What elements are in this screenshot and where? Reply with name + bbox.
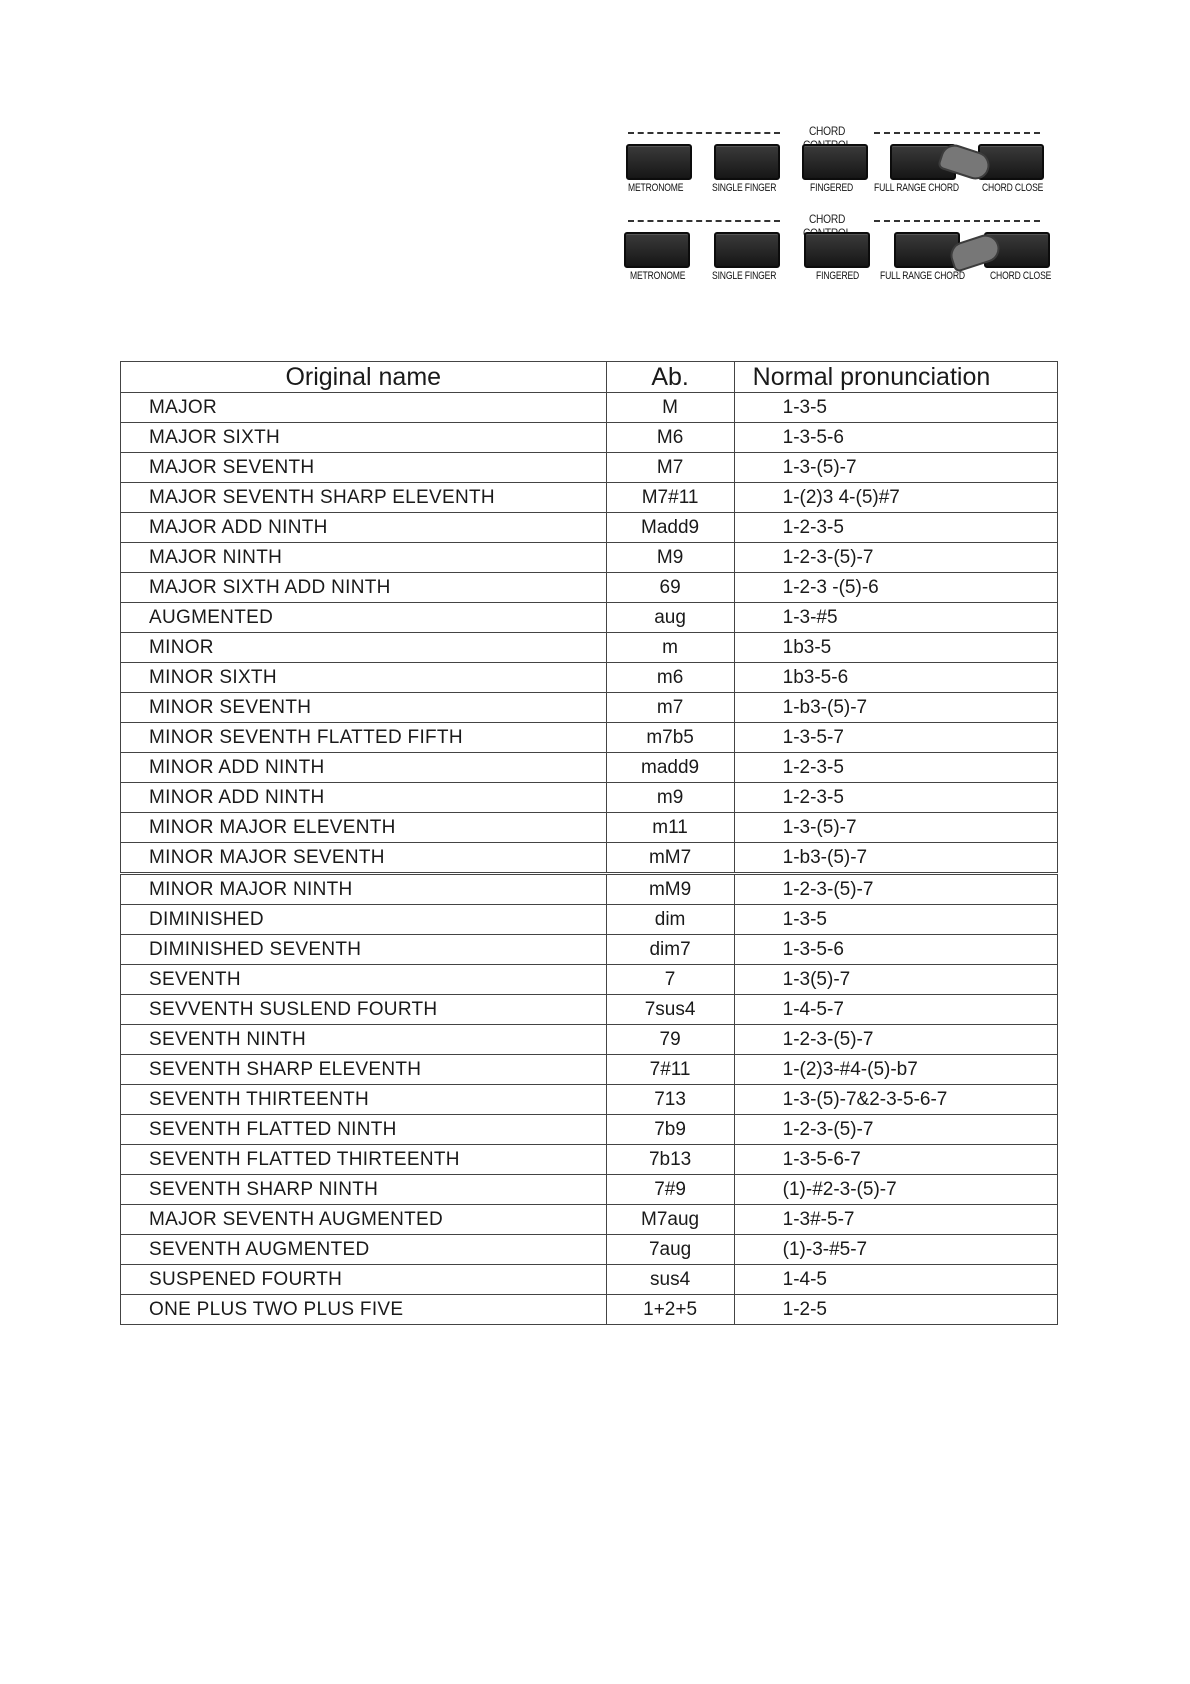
chord-abbr: m9 (606, 783, 734, 813)
chord-abbr: M9 (606, 543, 734, 573)
chord-pronunciation: 1-3-5-7 (734, 723, 1057, 753)
table-row (121, 783, 1058, 813)
table-row (121, 543, 1058, 573)
chord-name: MINOR MAJOR NINTH (121, 875, 607, 905)
chord-name: AUGMENTED (121, 603, 607, 633)
fingered-label: FINGERED (810, 182, 854, 194)
table-row (121, 1175, 1058, 1205)
chord-control-panel-2 (620, 208, 1050, 288)
table-row (121, 453, 1058, 483)
chord-pronunciation: 1-3-5 (734, 905, 1057, 935)
chord-pronunciation: 1b3-5-6 (734, 663, 1057, 693)
chord-name: MAJOR SEVENTH (121, 453, 607, 483)
chord-name: MINOR SIXTH (121, 663, 607, 693)
chord-name: SEVENTH SHARP NINTH (121, 1175, 607, 1205)
chord-pronunciation: 1-2-3 -(5)-6 (734, 573, 1057, 603)
chord-pronunciation: 1-4-5 (734, 1265, 1057, 1295)
chord-abbr: 79 (606, 1025, 734, 1055)
chord-name: MINOR SEVENTH FLATTED FIFTH (121, 723, 607, 753)
metronome-label: METRONOME (630, 270, 686, 282)
chord-abbr: madd9 (606, 753, 734, 783)
table-row (121, 633, 1058, 663)
chord-pronunciation: 1-3-5-6-7 (734, 1145, 1057, 1175)
chord-name: MAJOR SIXTH (121, 423, 607, 453)
table-row (121, 813, 1058, 843)
metronome-button[interactable] (626, 144, 692, 180)
chord-pronunciation: 1-2-3-5 (734, 753, 1057, 783)
chord-pronunciation: 1-3-(5)-7 (734, 453, 1057, 483)
metronome-label: METRONOME (628, 182, 684, 194)
table-row (121, 1265, 1058, 1295)
table-row (121, 1025, 1058, 1055)
table-row (121, 483, 1058, 513)
chord-pronunciation: 1-(2)3-#4-(5)-b7 (734, 1055, 1057, 1085)
chord-pronunciation: 1-4-5-7 (734, 995, 1057, 1025)
chord-name: MAJOR SEVENTH SHARP ELEVENTH (121, 483, 607, 513)
full-range-chord-label: FULL RANGE CHORD (874, 182, 959, 194)
chord-abbr: M (606, 393, 734, 423)
chord-abbr: M6 (606, 423, 734, 453)
chord-abbr: aug (606, 603, 734, 633)
chord-name: DIMINISHED SEVENTH (121, 935, 607, 965)
chord-name: SEVENTH NINTH (121, 1025, 607, 1055)
panel-title: CHORD (808, 212, 846, 226)
chord-pronunciation: 1-b3-(5)-7 (734, 843, 1057, 873)
chord-pronunciation: 1-2-3-(5)-7 (734, 1025, 1057, 1055)
chord-pronunciation: (1)-3-#5-7 (734, 1235, 1057, 1265)
chord-pronunciation: 1-2-3-(5)-7 (734, 543, 1057, 573)
table-row (121, 513, 1058, 543)
chord-abbr: Madd9 (606, 513, 734, 543)
chord-control-panel-1 (620, 120, 1050, 200)
metronome-button[interactable] (624, 232, 690, 268)
table-row (121, 935, 1058, 965)
fingered-button[interactable] (802, 144, 868, 180)
chord-pronunciation: 1-2-3-(5)-7 (734, 1115, 1057, 1145)
chord-pronunciation: 1-3-5 (734, 393, 1057, 423)
fingered-label: FINGERED (816, 270, 860, 282)
chord-abbr: mM7 (606, 843, 734, 873)
chord-name: MAJOR NINTH (121, 543, 607, 573)
chord-abbr: M7 (606, 453, 734, 483)
panel-divider (874, 132, 1040, 134)
chord-name: SEVENTH AUGMENTED (121, 1235, 607, 1265)
chord-abbr: 7b9 (606, 1115, 734, 1145)
chord-table-continued (120, 874, 1058, 1325)
chord-pronunciation: 1-2-3-5 (734, 783, 1057, 813)
chord-name: SEVENTH SHARP ELEVENTH (121, 1055, 607, 1085)
single-finger-button[interactable] (714, 144, 780, 180)
table-row (121, 753, 1058, 783)
chord-name: MINOR MAJOR ELEVENTH (121, 813, 607, 843)
chord-name: MAJOR SIXTH ADD NINTH (121, 573, 607, 603)
table-row (121, 1085, 1058, 1115)
chord-pronunciation: 1-3-5-6 (734, 935, 1057, 965)
chord-pronunciation: 1-3-(5)-7&2-3-5-6-7 (734, 1085, 1057, 1115)
chord-abbr: mM9 (606, 875, 734, 905)
header-pronunciation: Normal pronunciation (734, 362, 1057, 393)
chord-abbr: 7b13 (606, 1145, 734, 1175)
chord-name: MINOR ADD NINTH (121, 753, 607, 783)
table-row (121, 843, 1058, 873)
table-row (121, 1055, 1058, 1085)
header-original-name: Original name (121, 362, 607, 393)
table-row (121, 423, 1058, 453)
table-row (121, 905, 1058, 935)
chord-pronunciation: 1-2-3-5 (734, 513, 1057, 543)
chord-close-label: CHORD CLOSE (982, 182, 1044, 194)
chord-abbr: 1+2+5 (606, 1295, 734, 1325)
chord-abbr: 7aug (606, 1235, 734, 1265)
table-row (121, 1295, 1058, 1325)
chord-abbr: 713 (606, 1085, 734, 1115)
chord-abbr: M7#11 (606, 483, 734, 513)
table-row (121, 663, 1058, 693)
chord-name: SUSPENED FOURTH (121, 1265, 607, 1295)
chord-name: MAJOR (121, 393, 607, 423)
table-row (121, 965, 1058, 995)
chord-name: SEVENTH FLATTED NINTH (121, 1115, 607, 1145)
table-row (121, 1235, 1058, 1265)
chord-abbr: m7 (606, 693, 734, 723)
chord-abbr: dim7 (606, 935, 734, 965)
chord-abbr: m6 (606, 663, 734, 693)
chord-abbr: m11 (606, 813, 734, 843)
chord-pronunciation: 1-2-3-(5)-7 (734, 875, 1057, 905)
chord-abbr: 7#11 (606, 1055, 734, 1085)
chord-name: MAJOR SEVENTH AUGMENTED (121, 1205, 607, 1235)
table-row (121, 995, 1058, 1025)
table-row (121, 603, 1058, 633)
chord-name: SEVENTH FLATTED THIRTEENTH (121, 1145, 607, 1175)
table-row (121, 693, 1058, 723)
chord-pronunciation: 1-(2)3 4-(5)#7 (734, 483, 1057, 513)
single-finger-button[interactable] (714, 232, 780, 268)
chord-abbr: 7 (606, 965, 734, 995)
chord-pronunciation: 1b3-5 (734, 633, 1057, 663)
chord-pronunciation: 1-3(5)-7 (734, 965, 1057, 995)
chord-abbr: m7b5 (606, 723, 734, 753)
chord-name: ONE PLUS TWO PLUS FIVE (121, 1295, 607, 1325)
table-row (121, 875, 1058, 905)
table-row (121, 393, 1058, 423)
chord-name: SEVVENTH SUSLEND FOURTH (121, 995, 607, 1025)
single-finger-label: SINGLE FINGER (712, 270, 777, 282)
full-range-chord-label: FULL RANGE CHORD (880, 270, 965, 282)
chord-abbr: dim (606, 905, 734, 935)
chord-name: DIMINISHED (121, 905, 607, 935)
chord-abbr: 7#9 (606, 1175, 734, 1205)
chord-pronunciation: (1)-#2-3-(5)-7 (734, 1175, 1057, 1205)
table-header-row (121, 362, 1058, 393)
single-finger-label: SINGLE FINGER (712, 182, 777, 194)
chord-name: MINOR ADD NINTH (121, 783, 607, 813)
panel-title: CHORD (808, 124, 846, 138)
chord-name: SEVENTH THIRTEENTH (121, 1085, 607, 1115)
chord-name: MINOR (121, 633, 607, 663)
chord-table (120, 361, 1058, 873)
header-abbreviation: Ab. (606, 362, 734, 393)
chord-pronunciation: 1-3#-5-7 (734, 1205, 1057, 1235)
fingered-button[interactable] (804, 232, 870, 268)
chord-pronunciation: 1-b3-(5)-7 (734, 693, 1057, 723)
chord-abbr: 69 (606, 573, 734, 603)
chord-abbr: sus4 (606, 1265, 734, 1295)
panel-divider (628, 220, 780, 222)
chord-name: MINOR MAJOR SEVENTH (121, 843, 607, 873)
table-row (121, 1205, 1058, 1235)
panel-divider (874, 220, 1040, 222)
chord-pronunciation: 1-3-#5 (734, 603, 1057, 633)
table-row (121, 1115, 1058, 1145)
chord-name: MINOR SEVENTH (121, 693, 607, 723)
panel-divider (628, 132, 780, 134)
chord-pronunciation: 1-3-5-6 (734, 423, 1057, 453)
chord-close-label: CHORD CLOSE (990, 270, 1052, 282)
chord-name: SEVENTH (121, 965, 607, 995)
chord-abbr: M7aug (606, 1205, 734, 1235)
chord-abbr: 7sus4 (606, 995, 734, 1025)
table-row (121, 573, 1058, 603)
chord-pronunciation: 1-3-(5)-7 (734, 813, 1057, 843)
table-row (121, 723, 1058, 753)
table-row (121, 1145, 1058, 1175)
chord-name: MAJOR ADD NINTH (121, 513, 607, 543)
chord-abbr: m (606, 633, 734, 663)
chord-pronunciation: 1-2-5 (734, 1295, 1057, 1325)
